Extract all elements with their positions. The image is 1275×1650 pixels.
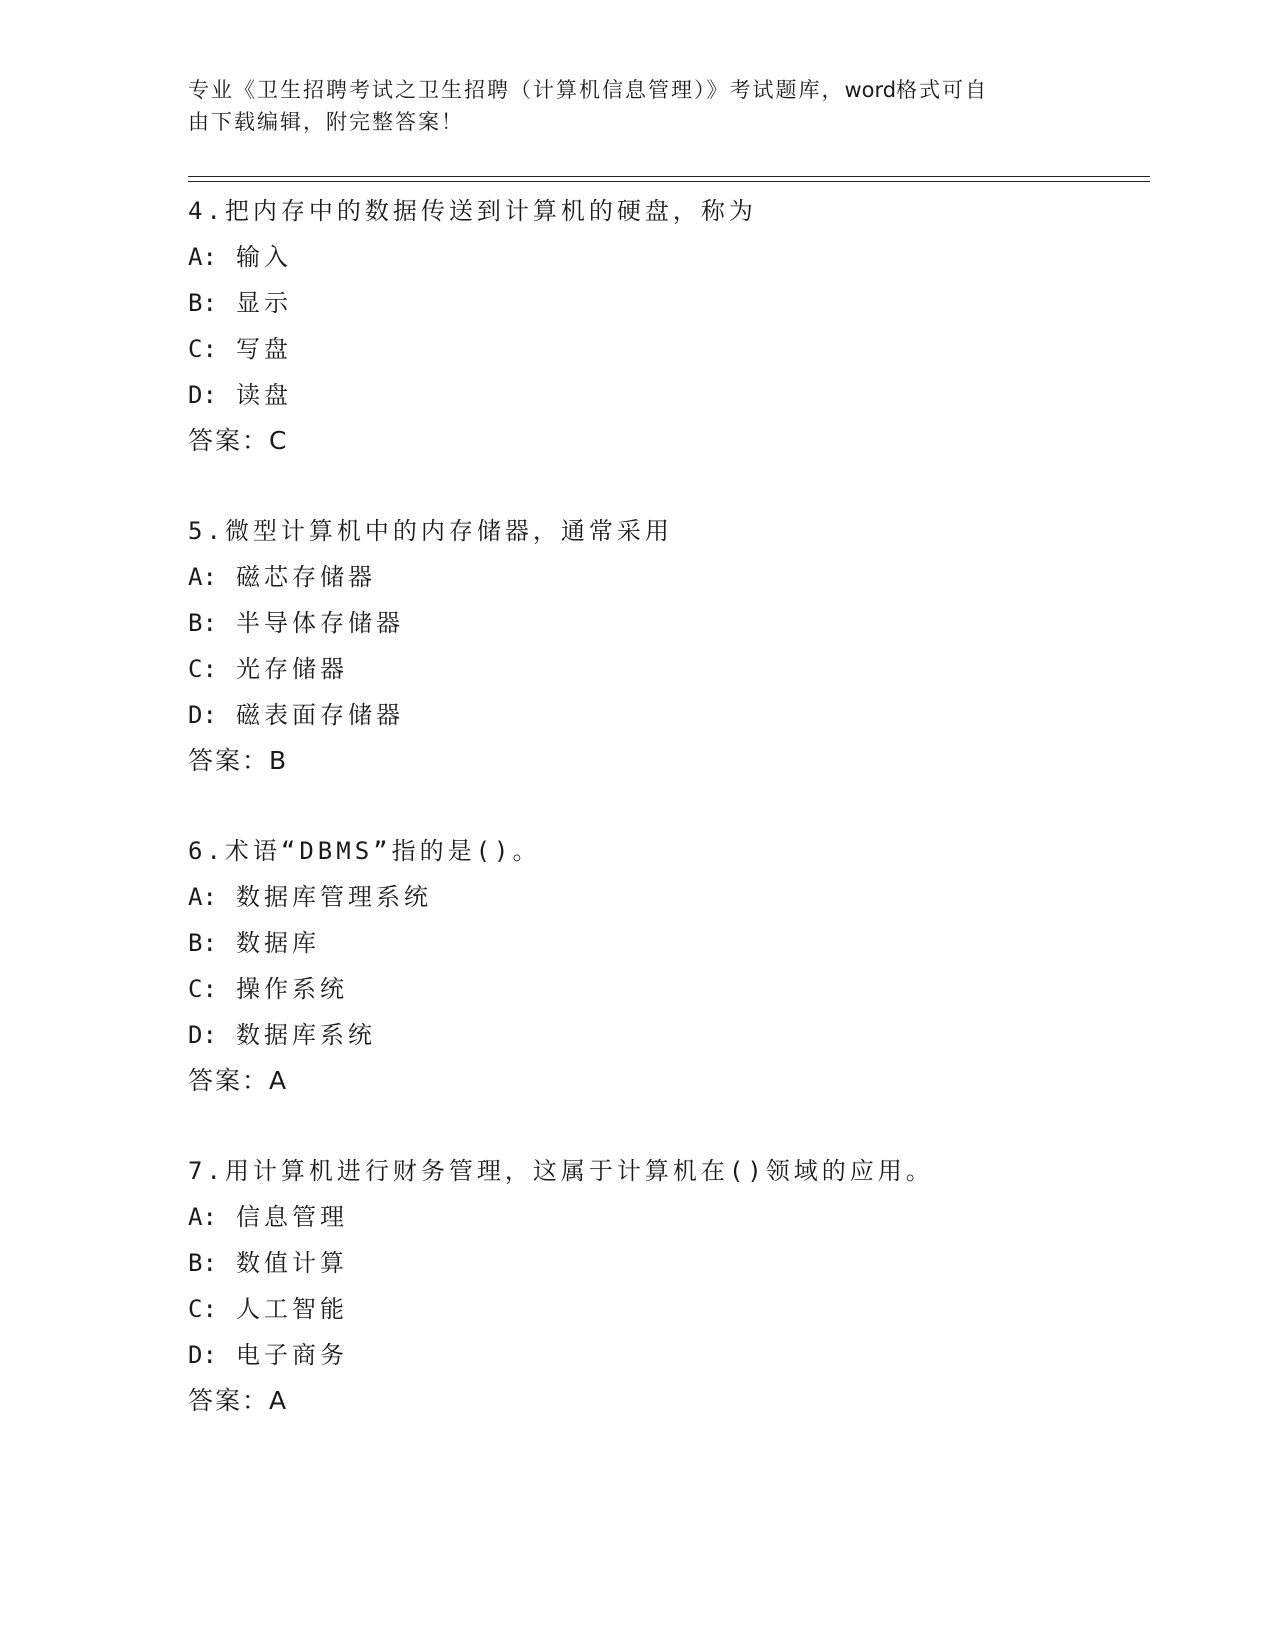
option-b [188,1240,934,1286]
answer: 答案：C [188,426,289,455]
option-label: C: [188,975,217,1003]
option-b [188,920,541,966]
question-block [188,1148,934,1424]
option-text: 显示 [236,289,292,317]
option-a [188,554,673,600]
answer: 答案：A [188,1066,289,1095]
question-stem: 7.用计算机进行财务管理，这属于计算机在()领域的应用。 [188,1157,934,1185]
option-label: B: [188,929,217,957]
option-text: 数据库 [236,929,320,957]
question-stem: 5.微型计算机中的内存储器，通常采用 [188,517,673,545]
option-d [188,372,757,418]
option-d [188,1012,541,1058]
option-c [188,1286,934,1332]
header-word: word [844,78,897,102]
option-label: A: [188,1203,217,1231]
option-a [188,234,757,280]
option-label: B: [188,1249,217,1277]
question-block [188,188,757,464]
header-line-2: 由下载编辑，附完整答案！ [188,110,464,134]
question-stem: 4.把内存中的数据传送到计算机的硬盘，称为 [188,197,757,225]
option-label: D: [188,1341,217,1369]
option-text: 半导体存储器 [236,609,404,637]
option-label: D: [188,1021,217,1049]
option-label: B: [188,289,217,317]
option-text: 光存储器 [236,655,348,683]
answer: 答案：B [188,746,289,775]
option-label: A: [188,563,217,591]
option-text: 信息管理 [236,1203,348,1231]
option-text: 磁芯存储器 [236,563,376,591]
option-text: 数据库系统 [236,1021,376,1049]
question-block [188,508,673,784]
header-divider-bottom [188,181,1150,182]
option-label: A: [188,243,217,271]
option-text: 数据库管理系统 [236,883,432,911]
header-divider-top [188,176,1150,177]
option-b [188,280,757,326]
option-label: C: [188,655,217,683]
question-block [188,828,541,1104]
option-d [188,692,673,738]
header-text-a: 专业《卫生招聘考试之卫生招聘（计算机信息管理）》考试题库， [188,78,845,102]
option-a [188,874,541,920]
option-label: C: [188,1295,217,1323]
option-text: 人工智能 [236,1295,348,1323]
option-text: 读盘 [236,381,292,409]
answer: 答案：A [188,1386,289,1415]
option-c [188,646,673,692]
header-line-1 [188,74,1088,106]
option-text: 数值计算 [236,1249,348,1277]
option-b [188,600,673,646]
option-label: B: [188,609,217,637]
option-label: A: [188,883,217,911]
option-label: D: [188,701,217,729]
header-text-b: 格式可自 [896,78,989,102]
option-text: 写盘 [236,335,292,363]
option-text: 磁表面存储器 [236,701,404,729]
option-text: 输入 [236,243,292,271]
option-a [188,1194,934,1240]
option-text: 操作系统 [236,975,348,1003]
option-c [188,966,541,1012]
option-text: 电子商务 [236,1341,348,1369]
document-header [188,74,1088,138]
option-label: C: [188,335,217,363]
option-label: D: [188,381,217,409]
option-c [188,326,757,372]
option-d [188,1332,934,1378]
question-stem: 6.术语“DBMS”指的是()。 [188,837,541,865]
